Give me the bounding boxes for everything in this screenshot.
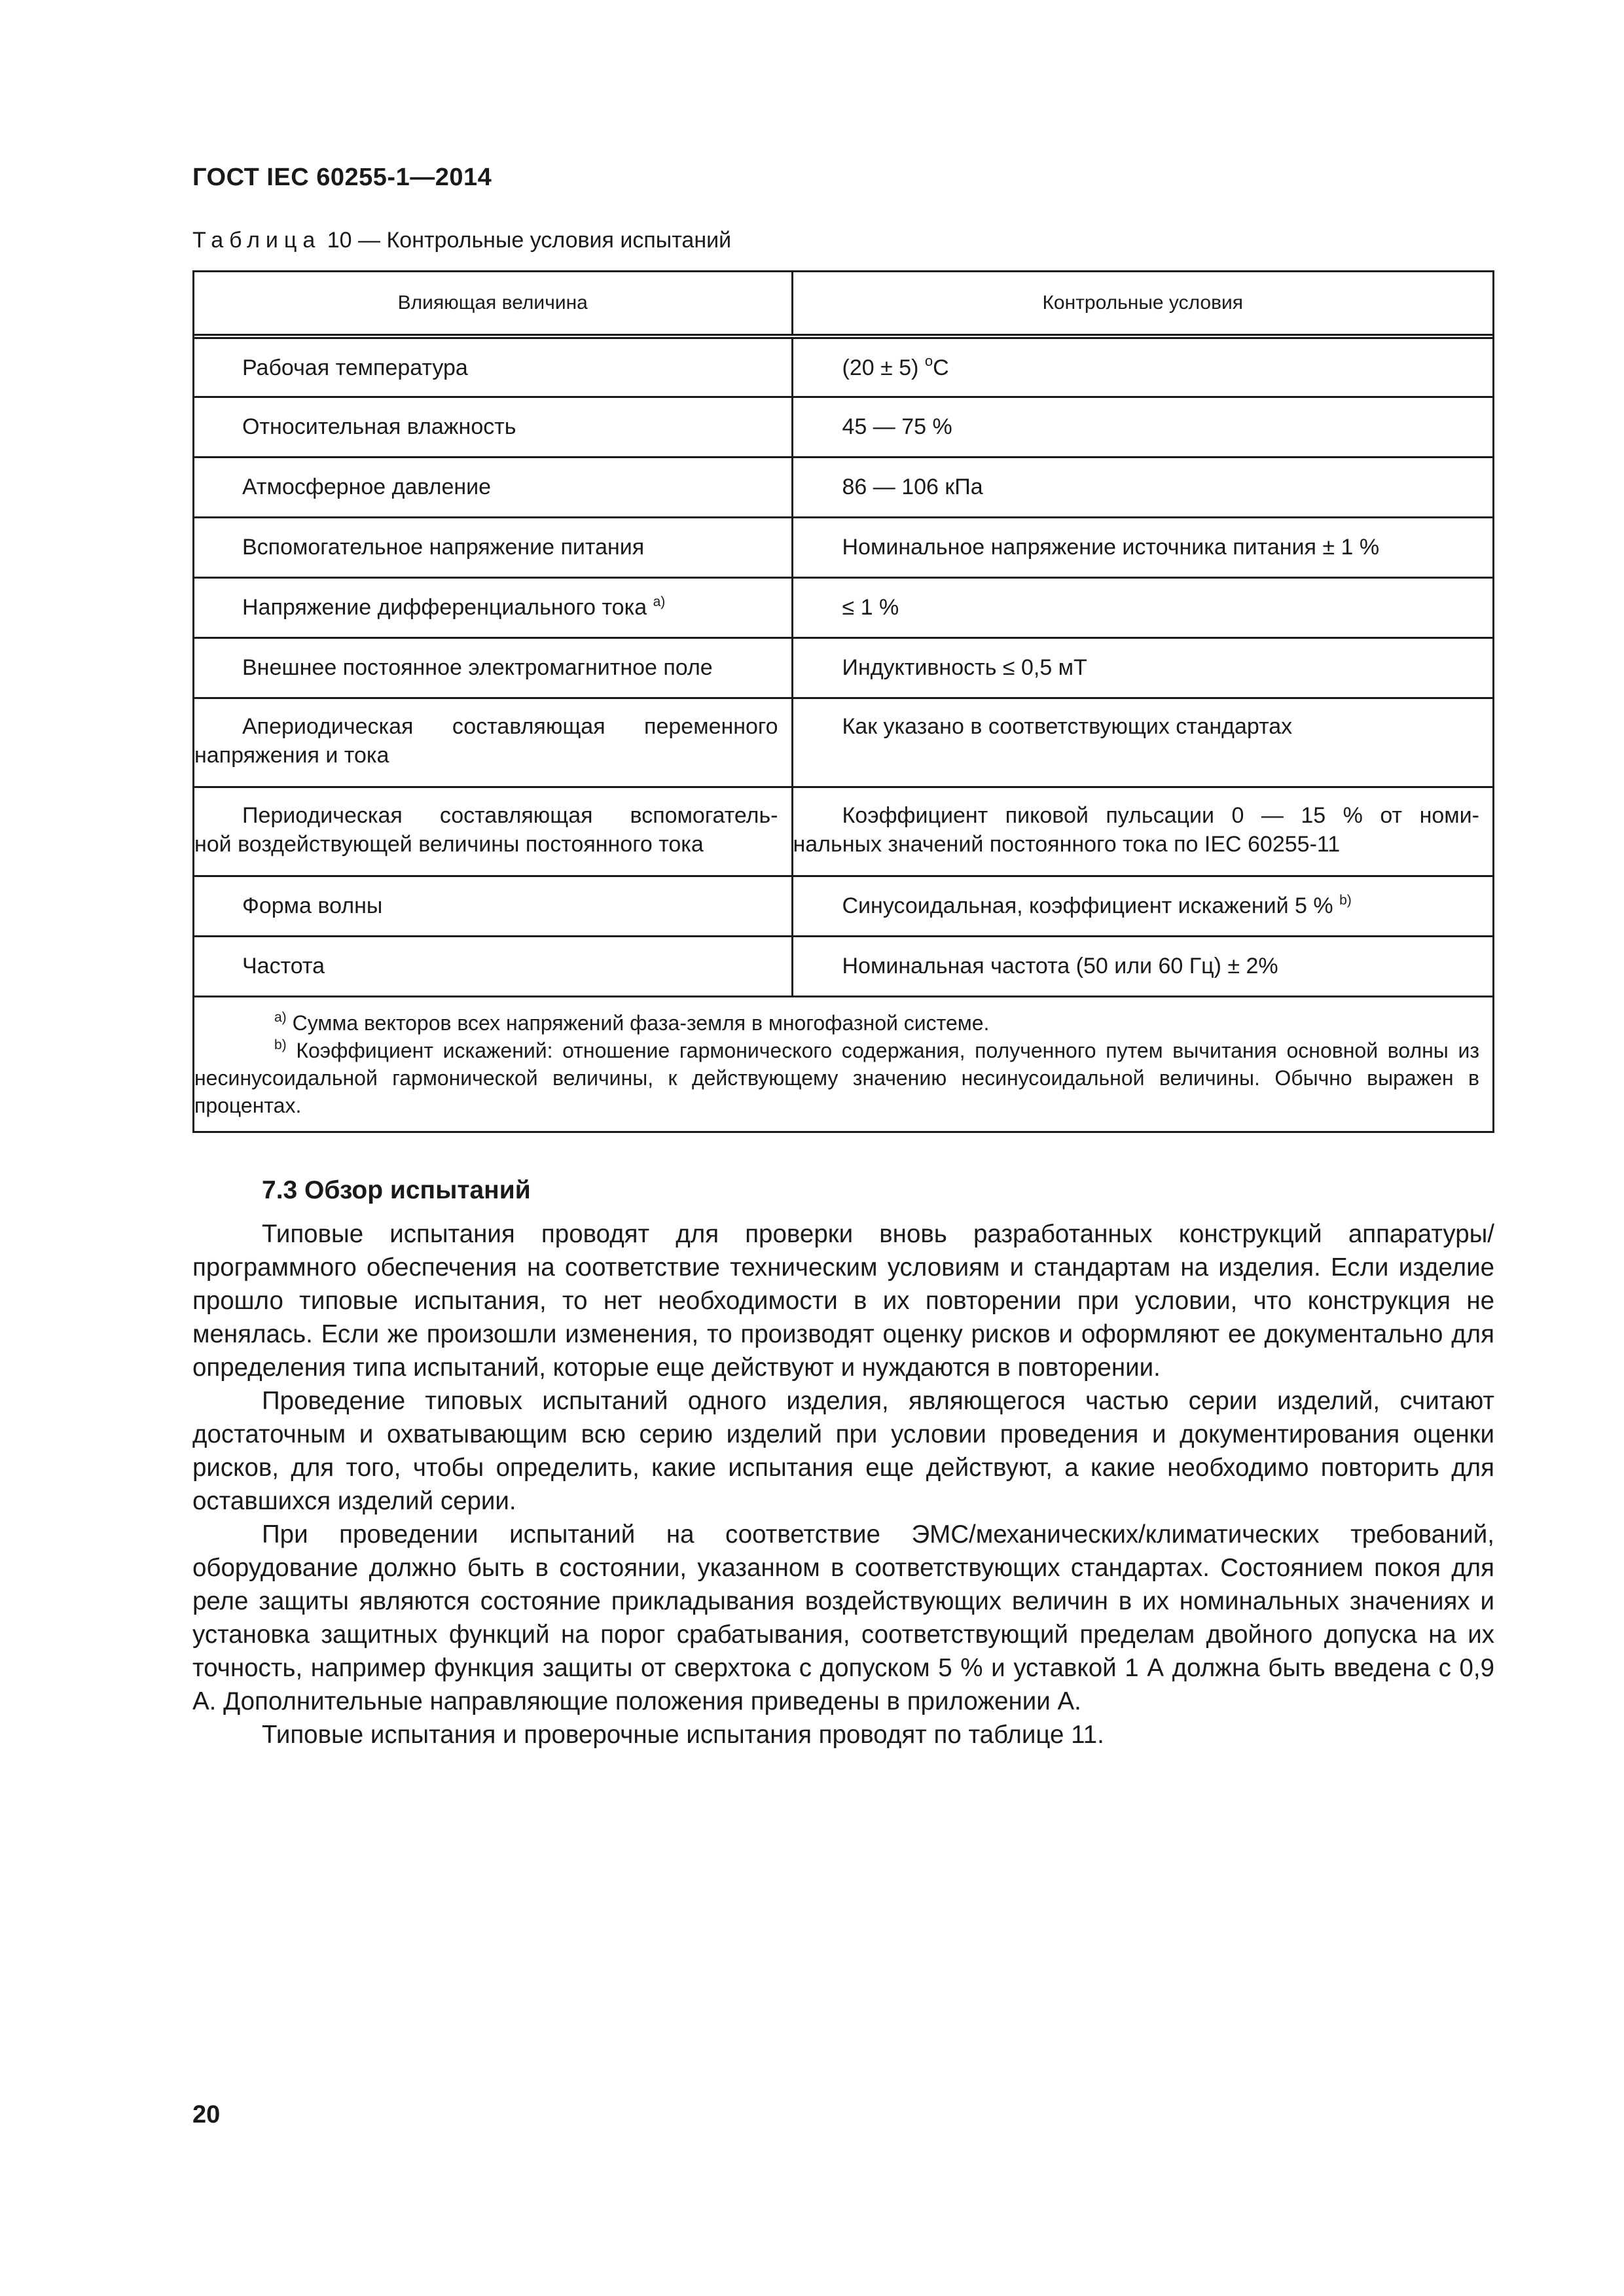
condition-text: Синусоидальная, коэффициент искажений 5 % [842, 893, 1333, 918]
param-line: ной воздействующей величины постоянного тока [194, 831, 704, 857]
table-notes [194, 996, 1492, 1131]
table-row [194, 698, 1492, 787]
param-cell: Частота [194, 936, 792, 996]
param-cell: Относительная влажность [194, 397, 792, 457]
footnote-b [194, 1037, 1479, 1119]
condition-cell: Номинальное напряжение источника питания ± 1 % [792, 517, 1492, 577]
table-caption-word: Таблица [192, 228, 321, 253]
table-notes-row [194, 996, 1492, 1131]
param-cell: Атмосферное давление [194, 457, 792, 517]
footnote-mark-b: b) [274, 1037, 287, 1052]
page-number: 20 [192, 2101, 221, 2128]
degree-sign: o [924, 353, 933, 369]
paragraph: Типовые испытания и проверочные испытания проводят по таблице 11. [262, 1721, 1104, 1749]
paragraph: При проведении испытаний на соответствие ЭМС/механических/климатических требований, оборудование должно быть в состоянии, указанном в соответствующих стандартах. Состоянием покоя для реле защиты являются состояние прикладывания воздействующих величин в их номинальных значениях и установка защитных функций на порог срабатывания, соответствующий пределам двойного допуска на их точность, например функция защиты от сверхтока с допуском 5 % и уставкой 1 А должна быть введена с 0,9 А. Дополнительные направляющие положения приведены в приложении А. [192, 1520, 1494, 1715]
table-row [194, 517, 1492, 577]
condition-line: нальных значений постоянного тока по IEC 60255-11 [793, 831, 1341, 857]
condition-line: Коэффициент пиковой пульсации 0 — 15 % от номи- [842, 802, 1479, 828]
param-cell [194, 787, 792, 876]
footnote-ref-a: a) [653, 594, 666, 609]
footnote-a-text: Сумма векторов всех напряжений фаза-земля в многофазной системе. [292, 1011, 990, 1035]
section-title: 7.3 Обзор испытаний [262, 1176, 531, 1204]
param-line: Периодическая составляющая вспомогатель- [242, 802, 778, 828]
condition-cell: Индуктивность ≤ 0,5 мТ [792, 637, 1492, 698]
param-cell: Внешнее постоянное электромагнитное поле [194, 637, 792, 698]
footnote-a [194, 1009, 1479, 1037]
table-row [194, 397, 1492, 457]
table-row [194, 876, 1492, 936]
table-caption [192, 228, 731, 253]
section-body [192, 1217, 1494, 1751]
table-row [194, 577, 1492, 637]
paragraph: Проведение типовых испытаний одного изделия, являющегося частью серии изделий, считают достаточным и охватывающим всю серию изделий при условии проведения и документирования оценки рисков, для того, чтобы определить, какие испытания еще действуют, а какие необходимо повторить для оставшихся изделий серии. [192, 1387, 1494, 1515]
table-row [194, 787, 1492, 876]
condition-cell [792, 336, 1492, 397]
param-line: Апериодическая составляющая переменного [242, 713, 778, 739]
footnote-mark-a: a) [274, 1009, 287, 1025]
param-line: напряжения и тока [194, 742, 389, 768]
param-cell: Рабочая температура [194, 336, 792, 397]
condition-cell: Как указано в соответствующих стандартах [792, 698, 1492, 787]
footnote-ref-b: b) [1339, 892, 1352, 908]
condition-cell [792, 876, 1492, 936]
column-header-influencing-quantity: Влияющая величина [194, 272, 792, 336]
condition-cell: 45 — 75 % [792, 397, 1492, 457]
param-cell [194, 577, 792, 637]
table-row [194, 457, 1492, 517]
table-row [194, 637, 1492, 698]
table-row [194, 336, 1492, 397]
condition-cell: Номинальная частота (50 или 60 Гц) ± 2% [792, 936, 1492, 996]
condition-text: (20 ± 5) [842, 355, 925, 380]
condition-cell [792, 787, 1492, 876]
column-header-reference-conditions: Контрольные условия [792, 272, 1492, 336]
table-caption-text: 10 — Контрольные условия испытаний [327, 228, 732, 253]
table-row [194, 936, 1492, 996]
param-cell: Форма волны [194, 876, 792, 936]
param-text: Напряжение дифференциального тока [242, 594, 647, 620]
condition-cell: 86 — 106 кПа [792, 457, 1492, 517]
paragraph: Типовые испытания проводят для проверки вновь разработанных конструкций аппаратуры/программного обеспечения на соответствие техническим условиям и стандартам на изделия. Если изделие прошло типовые испытания, то нет необходимости в их повторении при условии, что конструкция не менялась. Если же произошли изменения, то производят оценку рисков и оформляют ее документально для определения типа испытаний, которые еще действуют и нуждаются в повторении. [192, 1220, 1494, 1382]
condition-unit: C [933, 355, 949, 380]
condition-cell: ≤ 1 % [792, 577, 1492, 637]
table-header-row [194, 272, 1492, 336]
document-header: ГОСТ IEC 60255-1—2014 [192, 164, 492, 191]
footnote-b-text: Коэффициент искажений: отношение гармонического содержания, полученного путем вычитания основной волны из несинусоидальной гармонической величины, к действующему значению несинусоидальной величины. Обычно выражен в процентах. [194, 1038, 1480, 1117]
param-cell [194, 698, 792, 787]
reference-conditions-table [192, 270, 1494, 1133]
param-cell: Вспомогательное напряжение питания [194, 517, 792, 577]
